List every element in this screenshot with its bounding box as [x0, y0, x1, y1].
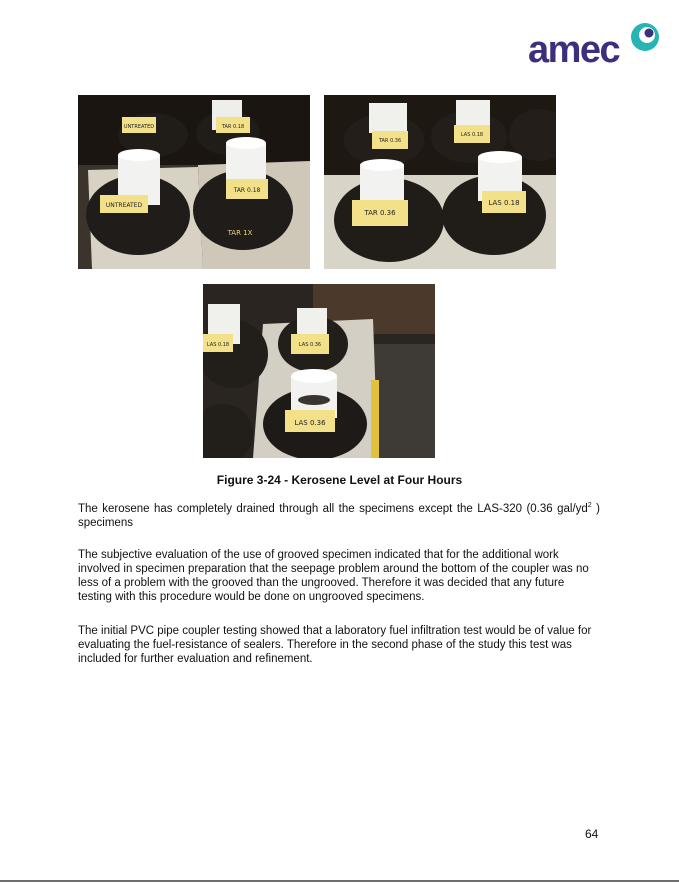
svg-text:UNTREATED: UNTREATED — [123, 124, 155, 130]
paragraph-1-tail: ) specimens — [78, 503, 600, 529]
paragraph-1-text: The kerosene has completely drained through all the specimens except the LAS-320 (0.36 gal/yd — [78, 503, 588, 515]
svg-text:LAS 0.36: LAS 0.36 — [298, 342, 322, 348]
superscript-two: 2 — [587, 502, 592, 510]
svg-text:LAS 0.18: LAS 0.18 — [460, 132, 484, 138]
paragraph-grooved-evaluation: The subjective evaluation of the use of grooved specimen indicated that for the additional work involved in specimen preparation that the seepage problem around the bottom of the coupler was no less of a problem with the grooved than the ungrooved. Therefore it was decided that any future testing with this procedure would be done on ungrooved specimens. — [78, 549, 589, 603]
svg-text:TAR 0.18: TAR 0.18 — [221, 124, 245, 130]
paragraph-kerosene-drainage — [78, 502, 600, 530]
photo-las-specimens — [203, 284, 435, 458]
svg-text:UNTREATED: UNTREATED — [105, 202, 143, 209]
svg-text:TAR 0.36: TAR 0.36 — [378, 138, 402, 144]
logo-swirl-icon — [628, 20, 662, 54]
svg-text:TAR 0.36: TAR 0.36 — [364, 209, 396, 217]
svg-text:LAS 0.18: LAS 0.18 — [488, 199, 520, 207]
paragraph-pvc-coupler-testing: The initial PVC pipe coupler testing showed that a laboratory fuel infiltration test would be of value for evaluating the fuel-resistance of sealers. Therefore in the second phase of the study this test was included for further evaluation and refinement. — [78, 625, 592, 665]
bottom-divider — [0, 880, 679, 882]
figure-caption: Figure 3-24 - Kerosene Level at Four Hours — [216, 473, 463, 487]
svg-text:LAS 0.18: LAS 0.18 — [206, 342, 230, 348]
page-number: 64 — [585, 827, 599, 841]
svg-text:LAS 0.36: LAS 0.36 — [294, 419, 326, 427]
photo-tar-and-las-specimens — [324, 95, 556, 269]
svg-text:TAR 1X: TAR 1X — [227, 229, 253, 237]
logo-wordmark: amec — [528, 29, 620, 71]
photo-untreated-and-tar-specimens — [78, 95, 310, 269]
svg-text:TAR 0.18: TAR 0.18 — [233, 187, 261, 194]
amec-logo — [528, 20, 663, 70]
